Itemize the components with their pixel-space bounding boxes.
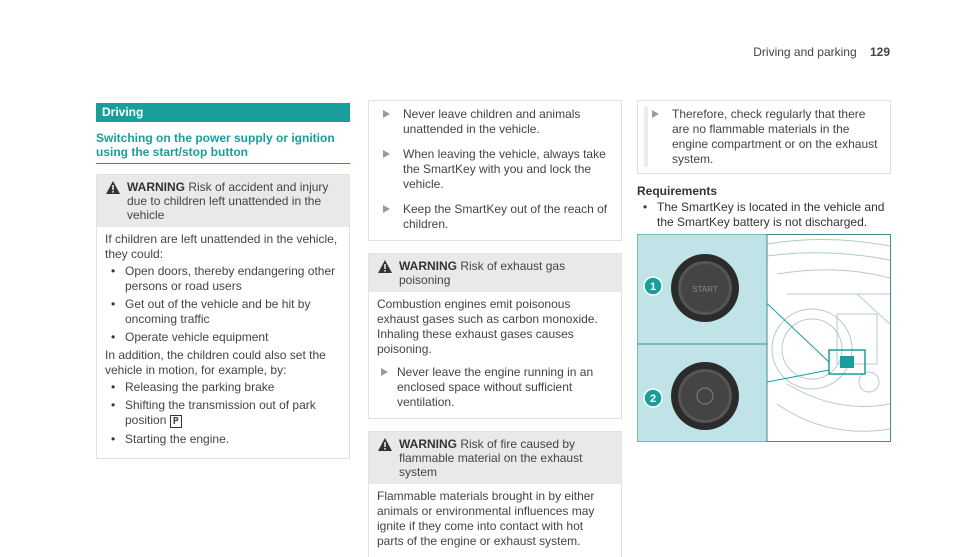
callout-1-label: 1 bbox=[649, 281, 657, 293]
warning-label: WARNING bbox=[127, 180, 185, 194]
list-item: • Open doors, thereby endangering other persons or road users bbox=[105, 264, 341, 294]
list-item bbox=[105, 398, 341, 429]
warning-header bbox=[369, 432, 621, 484]
column-2 bbox=[368, 100, 622, 557]
step-text: Therefore, check regularly that there are no flammable materials in the engine compartment or on the exhaust system. bbox=[672, 107, 878, 166]
warning-box-fire bbox=[368, 431, 622, 557]
step-text: When leaving the vehicle, always take the SmartKey with you and lock the vehicle. bbox=[403, 147, 606, 191]
steps-box bbox=[368, 100, 622, 241]
step-item bbox=[375, 107, 615, 137]
bullet-list bbox=[105, 264, 341, 345]
svg-text:START: START bbox=[692, 285, 718, 294]
list-item: • Operate vehicle equipment bbox=[105, 330, 341, 345]
section-bar: Driving bbox=[96, 103, 350, 122]
warning-text: Risk of accident and injury due to children left unattended in the vehicle bbox=[127, 180, 329, 222]
warning-triangle-icon bbox=[378, 438, 392, 451]
list-item: • Releasing the parking brake bbox=[105, 380, 341, 395]
warning-text: Risk of fire caused by flammable material on the exhaust system bbox=[399, 437, 583, 479]
step-item bbox=[644, 107, 884, 167]
step-item bbox=[375, 147, 615, 192]
requirements-title: Requirements bbox=[637, 184, 718, 198]
step-bar bbox=[644, 107, 648, 167]
column-3 bbox=[637, 100, 891, 442]
step-text: Never leave children and animals unattended in the vehicle. bbox=[403, 107, 581, 136]
park-position-symbol: P bbox=[170, 415, 182, 428]
column-1 bbox=[96, 103, 350, 459]
start-stop-button-illustration bbox=[637, 234, 891, 442]
list-item: • The SmartKey is located in the vehicle and the SmartKey battery is not discharged. bbox=[637, 200, 891, 230]
arrow-icon bbox=[381, 368, 388, 376]
step-text: Never leave the engine running in an enclosed space without sufficient ventilation. bbox=[397, 365, 594, 409]
subheading: Switching on the power supply or ignition using the start/stop button bbox=[96, 131, 350, 164]
warning-header bbox=[369, 254, 621, 292]
arrow-icon bbox=[652, 110, 659, 118]
steps-box bbox=[637, 100, 891, 174]
step-item bbox=[377, 365, 613, 410]
list-item: • Get out of the vehicle and be hit by oncoming traffic bbox=[105, 297, 341, 327]
warning-text: Risk of exhaust gas poisoning bbox=[399, 259, 566, 287]
arrow-icon bbox=[383, 205, 390, 213]
running-head-title: Driving and parking bbox=[753, 45, 857, 59]
warning-intro: If children are left unattended in the vehicle, they could: bbox=[105, 232, 338, 261]
warning-triangle-icon bbox=[106, 181, 120, 194]
callout-2-label: 2 bbox=[649, 393, 657, 405]
requirements-list bbox=[637, 200, 891, 230]
warning-header bbox=[97, 175, 349, 227]
warning-body bbox=[97, 227, 349, 458]
warning-box-exhaust bbox=[368, 253, 622, 419]
running-head bbox=[753, 45, 890, 60]
warning-label: WARNING bbox=[399, 437, 457, 451]
page-number: 129 bbox=[869, 45, 890, 59]
warning-intro-2: In addition, the children could also set the vehicle in motion, for example, by: bbox=[105, 348, 326, 377]
step-item bbox=[375, 202, 615, 232]
arrow-icon bbox=[383, 150, 390, 158]
step-text: Keep the SmartKey out of the reach of children. bbox=[403, 202, 608, 231]
bullet-list-2 bbox=[105, 380, 341, 447]
arrow-icon bbox=[383, 110, 390, 118]
list-item-text: Shifting the transmission out of park position bbox=[125, 398, 316, 427]
warning-body bbox=[369, 292, 621, 418]
warning-triangle-icon bbox=[378, 260, 392, 273]
warning-body bbox=[369, 484, 621, 557]
list-item: • Starting the engine. bbox=[105, 432, 341, 447]
warning-paragraph: Flammable materials brought in by either animals or environmental influences may ignite if they come into contact with hot parts of the engine or exhaust system. bbox=[377, 489, 595, 548]
warning-label: WARNING bbox=[399, 259, 457, 273]
warning-paragraph: Combustion engines emit poisonous exhaust gases such as carbon monoxide. Inhaling these exhaust gases causes poisoning. bbox=[377, 297, 598, 356]
warning-box-children bbox=[96, 174, 350, 459]
